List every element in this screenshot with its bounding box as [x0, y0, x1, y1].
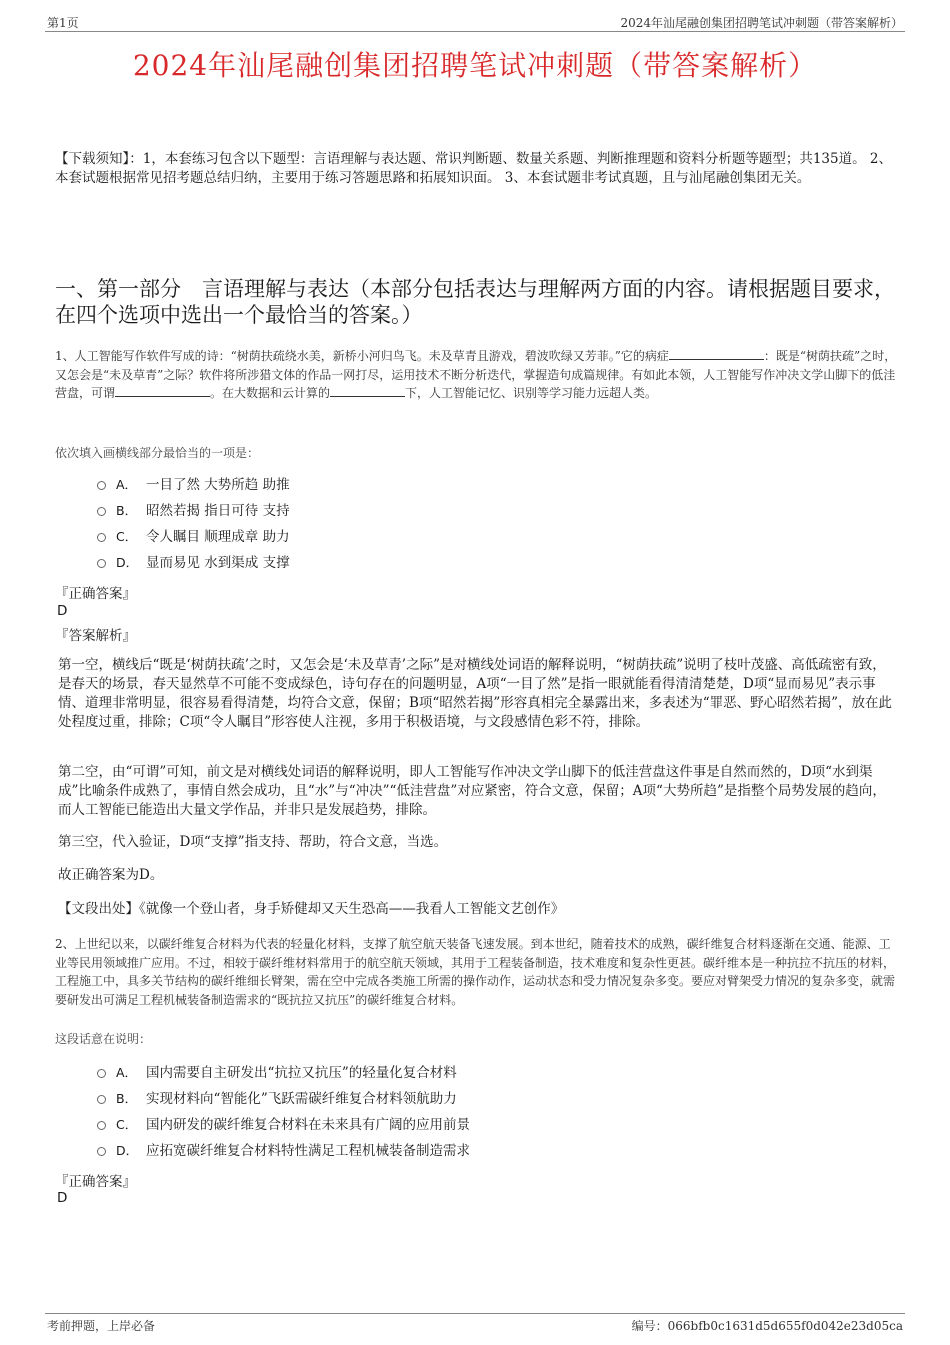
question-1-options: [97, 474, 290, 574]
header-page-number: 第1页: [47, 16, 79, 30]
radio-icon[interactable]: [97, 1069, 106, 1078]
option-b[interactable]: B． 昭然若揭 指日可待 支持: [97, 500, 290, 522]
question-2-options: [97, 1062, 470, 1162]
section-heading: 一、第一部分 言语理解与表达（本部分包括表达与理解两方面的内容。请根据题目要求，在四个选项中选出一个最恰当的答案。）: [55, 277, 895, 327]
question-2-text: 2、上世纪以来，以碳纤维复合材料为代表的轻量化材料，支撑了航空航天装备飞速发展。到本世纪，随着技术的成熟，碳纤维复合材料逐渐在交通、能源、工业等民用领域推广应用。不过，相较于碳纤维材料常用于的航空航天领域，其用于工程装备制造，技术难度和复杂性更甚。碳纤维本是一种抗拉不抗压的材料，工程施工中，具多关节结构的碳纤维细长臂架，需在空中完成各类施工所需的操作动作，运动状态和受力情况复杂多变。要应对臂架受力情况的复杂多变，就需要研发出可满足工程机械装备制造需求的“既抗拉又抗压”的碳纤维复合材料。: [55, 937, 896, 1007]
radio-icon[interactable]: [97, 481, 106, 490]
radio-icon[interactable]: [97, 533, 106, 542]
question-1-text: [55, 347, 900, 403]
analysis-source: 【文段出处】《就像一个登山者，身手矫健却又天生恐高——我看人工智能文艺创作》: [58, 901, 565, 917]
analysis-paragraph-1: 第一空，横线后“既是‘树荫扶疏’之时，又怎会是‘未及草青’之际”是对横线处词语的解释说明，“树荫扶疏”说明了枝叶茂盛、高低疏密有致，是春天的场景，春天显然草不可能不变成绿色，诗句存在的问题明显，A项“一目了然”是指一眼就能看得清清楚楚，D项“显而易见”表示事情、道理非常明显，很容易看得清楚，均符合文意，保留；B项“昭然若揭”形容真相完全暴露出来，多表述为“罪恶、野心昭然若揭”，放在此处程度过重，排除；C项“令人瞩目”形容使人注视，多用于积极语境，与文段感情色彩不符，排除。: [58, 657, 893, 730]
question-1-text-part-c: 。在大数据和云计算的: [210, 386, 331, 400]
analysis-label: 『答案解析』: [55, 628, 136, 644]
answer-label: 『正确答案』: [55, 586, 136, 602]
blank-3: [330, 384, 405, 397]
question-1-text-part-b: ：既是“树荫扶疏”之时，又怎会是“未及草青”之际？软件将所涉猎文体的作品一网打尽，运用技术不断分析迭代，掌握造句成篇规律。有如此本领，人工智能写作冲决文学山脚下的低洼营盘，可谓: [55, 349, 897, 400]
footer-slogan: 考前押题，上岸必备: [47, 1319, 156, 1333]
header-doc-title: 2024年汕尾融创集团招聘笔试冲刺题（带答案解析）: [620, 16, 903, 30]
radio-icon[interactable]: [97, 507, 106, 516]
question-2-prompt: 这段话意在说明：: [55, 1032, 152, 1046]
page-title: 2024年汕尾融创集团招聘笔试冲刺题（带答案解析）: [132, 49, 818, 82]
radio-icon[interactable]: [97, 559, 106, 568]
footer-doc-id: 编号：066bfb0c1631d5d655f0d042e23d05ca: [631, 1319, 903, 1333]
analysis-paragraph-3: 第三空，代入验证，D项“支撑”指支持、帮助，符合文意，当选。: [58, 834, 448, 850]
download-notice: 【下载须知】：1，本套练习包含以下题型：言语理解与表达题、常识判断题、数量关系题、判断推理题和资料分析题等题型；共135道。 2、本套试题根据常见招考题总结归纳，主要用于练习答题思路和拓展知识面。 3、本套试题非考试真题，且与汕尾融创集团无关。: [55, 151, 892, 186]
radio-icon[interactable]: [97, 1147, 106, 1156]
option-a[interactable]: A． 国内需要自主研发出“抗拉又抗压”的轻量化复合材料: [97, 1062, 470, 1084]
analysis-paragraph-2: 第二空，由“可谓”可知，前文是对横线处词语的解释说明，即人工智能写作冲决文学山脚下的低洼营盘这件事是自然而然的，D项“水到渠成”比喻条件成熟了，事情自然会成功，且“水”与“冲决”“低洼营盘”对应紧密，符合文意，保留；A项“大势所趋”是指整个局势发展的趋向，而人工智能已能造出大量文学作品，并非只是发展趋势，排除。: [58, 764, 886, 818]
answer-label: 『正确答案』: [55, 1174, 136, 1190]
blank-1: [669, 347, 764, 360]
option-b[interactable]: B． 实现材料向“智能化”飞跃需碳纤维复合材料领航助力: [97, 1088, 470, 1110]
option-d[interactable]: D． 显而易见 水到渠成 支撑: [97, 552, 290, 574]
option-d[interactable]: D． 应拓宽碳纤维复合材料特性满足工程机械装备制造需求: [97, 1140, 470, 1162]
answer-value: D: [57, 1190, 68, 1206]
question-1-text-part-a: 1、人工智能写作软件写成的诗：“树荫扶疏绕水美，新桥小河归鸟飞。未及草青且游戏，碧波吹绿又芳菲。”它的病症: [55, 349, 669, 363]
blank-2: [115, 384, 210, 397]
answer-value: D: [57, 603, 68, 619]
header-divider: [45, 31, 905, 32]
option-c[interactable]: C． 令人瞩目 顺理成章 助力: [97, 526, 290, 548]
question-1-text-part-d: 下，人工智能记忆、识别等学习能力远超人类。: [405, 386, 658, 400]
footer-divider: [45, 1313, 905, 1314]
option-a[interactable]: A． 一目了然 大势所趋 助推: [97, 474, 290, 496]
radio-icon[interactable]: [97, 1095, 106, 1104]
question-1-prompt: 依次填入画横线部分最恰当的一项是：: [55, 446, 260, 460]
analysis-conclusion: 故正确答案为D。: [58, 867, 164, 883]
option-c[interactable]: C． 国内研发的碳纤维复合材料在未来具有广阔的应用前景: [97, 1114, 470, 1136]
radio-icon[interactable]: [97, 1121, 106, 1130]
